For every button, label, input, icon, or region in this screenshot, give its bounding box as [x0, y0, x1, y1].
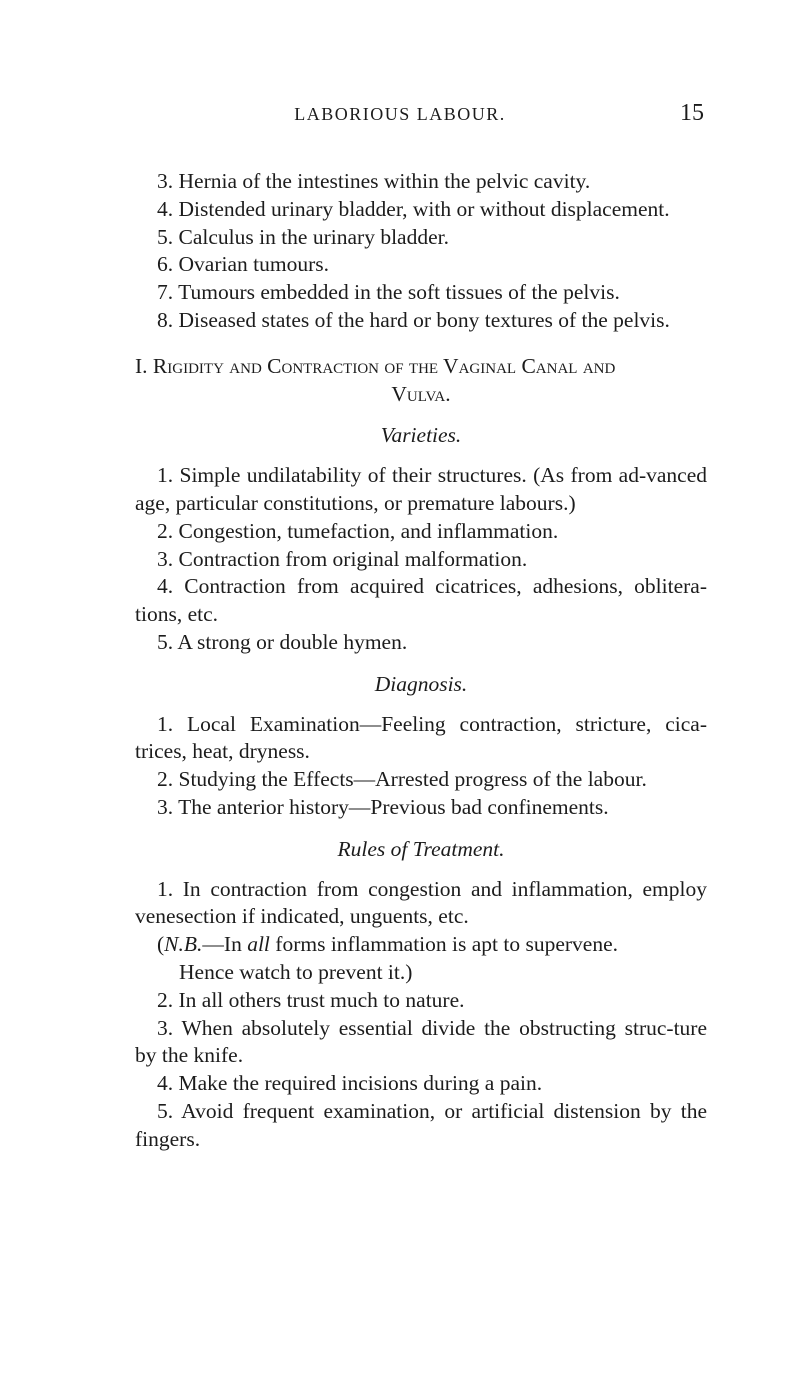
variety-item-4: 4. Contraction from acquired cicatrices, adhesions, oblitera-tions, etc.	[135, 574, 707, 627]
cause-item-3: 3. Hernia of the intestines within the pelvic cavity.	[157, 169, 591, 193]
note-emphasis: all	[247, 932, 270, 957]
page-header	[0, 100, 800, 130]
cause-item-6: 6. Ovarian tumours.	[157, 252, 329, 277]
note-label: N.B.	[164, 932, 203, 957]
cause-item-4: 4. Distended urinary bladder, with or without displacement.	[157, 196, 670, 221]
diagnosis-heading: Diagnosis.	[374, 671, 468, 696]
variety-item-3: 3. Contraction from original malformation.	[157, 546, 528, 571]
section-title-line2: Vulva.	[391, 381, 451, 406]
treatment-item-3: 3. When absolutely essential divide the obstructing struc-ture by the knife.	[135, 1015, 707, 1068]
cause-item-5: 5. Calculus in the urinary bladder.	[157, 224, 449, 249]
diagnosis-item-1: 1. Local Examination—Feeling contraction, stricture, cica-trices, heat, dryness.	[135, 711, 707, 764]
section-numeral: I.	[135, 353, 148, 378]
page-body	[135, 168, 707, 1154]
running-title: LABORIOUS LABOUR.	[294, 104, 506, 124]
note-open: (	[157, 932, 165, 957]
diagnosis-item-2: 2. Studying the Effects—Arrested progress of the labour.	[157, 767, 647, 792]
diagnosis-item-3: 3. The anterior history—Previous bad confinements.	[157, 794, 609, 819]
treatment-note	[135, 931, 707, 959]
page-number: 15	[680, 100, 704, 126]
treatment-note-line2: Hence watch to prevent it.)	[179, 959, 413, 984]
treatment-heading: Rules of Treatment.	[337, 836, 505, 861]
variety-item-2: 2. Congestion, tumefaction, and inflammation.	[157, 518, 559, 543]
treatment-item-1: 1. In contraction from congestion and inflammation, employ venesection if indicated, unguents, etc.	[135, 876, 707, 929]
cause-item-8: 8. Diseased states of the hard or bony textures of the pelvis.	[157, 307, 670, 332]
note-dash: —In	[202, 932, 248, 957]
section-title-line1: Rigidity and Contraction of the Vaginal Canal and	[152, 353, 616, 378]
variety-item-1: 1. Simple undilatability of their structures. (As from ad-vanced age, particular constitutions, or premature labours.)	[135, 463, 707, 515]
variety-item-5: 5. A strong or double hymen.	[157, 629, 408, 654]
cause-item-7: 7. Tumours embedded in the soft tissues of the pelvis.	[157, 280, 620, 305]
varieties-heading: Varieties.	[380, 423, 462, 448]
treatment-item-5: 5. Avoid frequent examination, or artificial distension by the fingers.	[135, 1098, 707, 1151]
treatment-item-2: 2. In all others trust much to nature.	[157, 987, 465, 1012]
note-rest-1: forms inflammation is apt to supervene.	[269, 932, 619, 957]
treatment-item-4: 4. Make the required incisions during a pain.	[157, 1071, 543, 1096]
section-heading	[135, 353, 707, 381]
